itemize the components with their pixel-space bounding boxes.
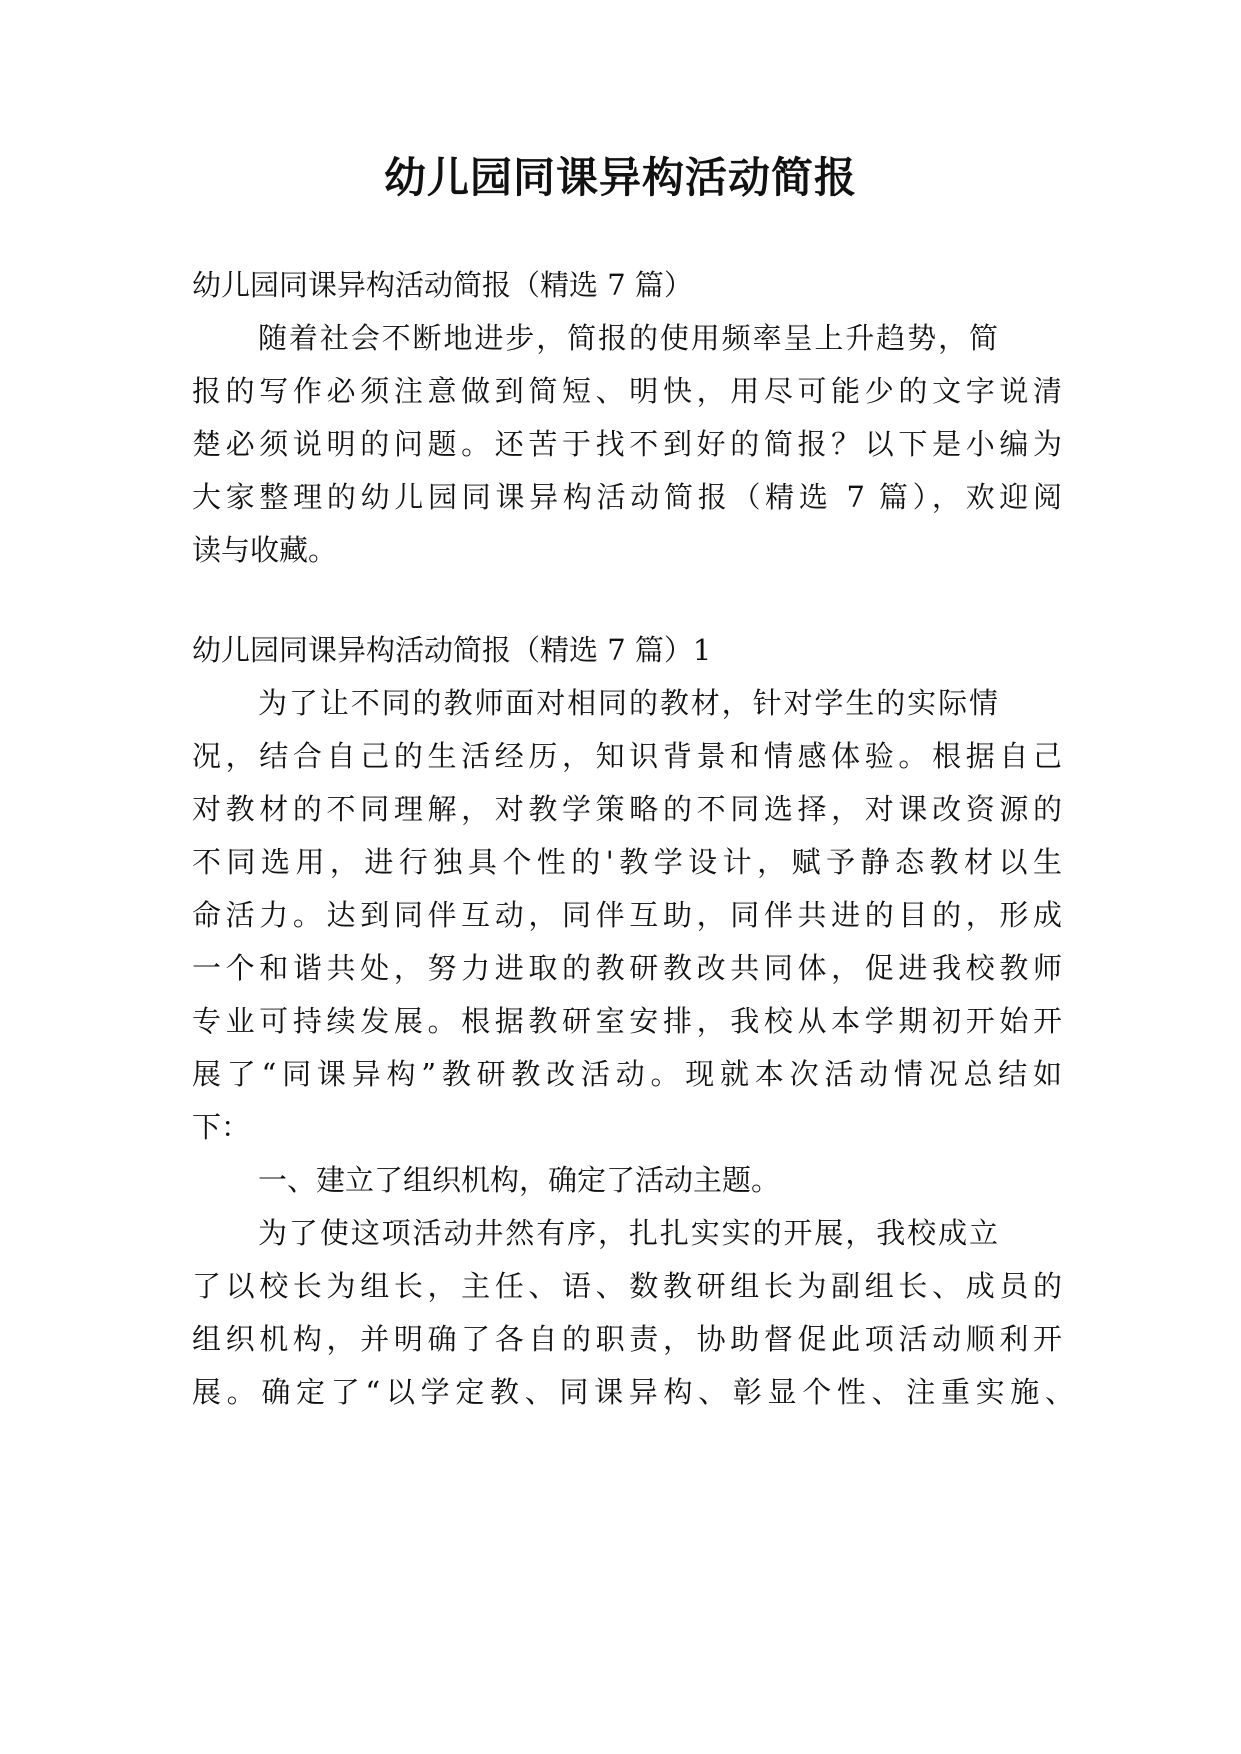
paragraph-line: 下： [192,1110,251,1144]
paragraph-line: 展。确定了“以学定教、同课异构、彰显个性、注重实施、 [192,1375,1074,1409]
paragraph-line: 专业可持续发展。根据教研室安排，我校从本学期初开始开 [192,1004,1062,1038]
document-subtitle: 幼儿园同课异构活动简报（精选 7 篇） [192,268,693,302]
intro-line: 报的写作必须注意做到简短、明快，用尽可能少的文字说清 [192,374,1062,408]
intro-line: 读与收藏。 [192,533,338,567]
intro-line: 大家整理的幼儿园同课异构活动简报（精选 7 篇），欢迎阅 [192,480,1062,514]
document-title: 幼儿园同课异构活动简报 [383,153,857,202]
paragraph-line: 命活力。达到同伴互动，同伴互助，同伴共进的目的，形成 [192,898,1062,932]
section-heading: 幼儿园同课异构活动简报（精选 7 篇）1 [192,633,712,667]
intro-line: 随着社会不断地进步，简报的使用频率呈上升趋势，简 [258,321,998,355]
paragraph-line: 为了让不同的教师面对相同的教材，针对学生的实际情 [258,686,998,720]
paragraph-line: 为了使这项活动井然有序，扎扎实实的开展，我校成立 [258,1216,998,1250]
point-heading: 一、建立了组织机构，确定了活动主题。 [258,1163,781,1197]
paragraph-line: 况，结合自己的生活经历，知识背景和情感体验。根据自己 [192,739,1062,773]
paragraph-line: 不同选用，进行独具个性的'教学设计，赋予静态教材以生 [192,845,1062,879]
paragraph-line: 对教材的不同理解，对教学策略的不同选择，对课改资源的 [192,792,1062,826]
paragraph-line: 一个和谐共处，努力进取的教研教改共同体，促进我校教师 [192,951,1062,985]
paragraph-line: 了以校长为组长，主任、语、数教研组长为副组长、成员的 [192,1269,1062,1303]
paragraph-line: 组织机构，并明确了各自的职责，协助督促此项活动顺利开 [192,1322,1062,1356]
paragraph-line: 展了“同课异构”教研教改活动。现就本次活动情况总结如 [192,1057,1062,1091]
intro-line: 楚必须说明的问题。还苦于找不到好的简报？以下是小编为 [192,427,1062,461]
